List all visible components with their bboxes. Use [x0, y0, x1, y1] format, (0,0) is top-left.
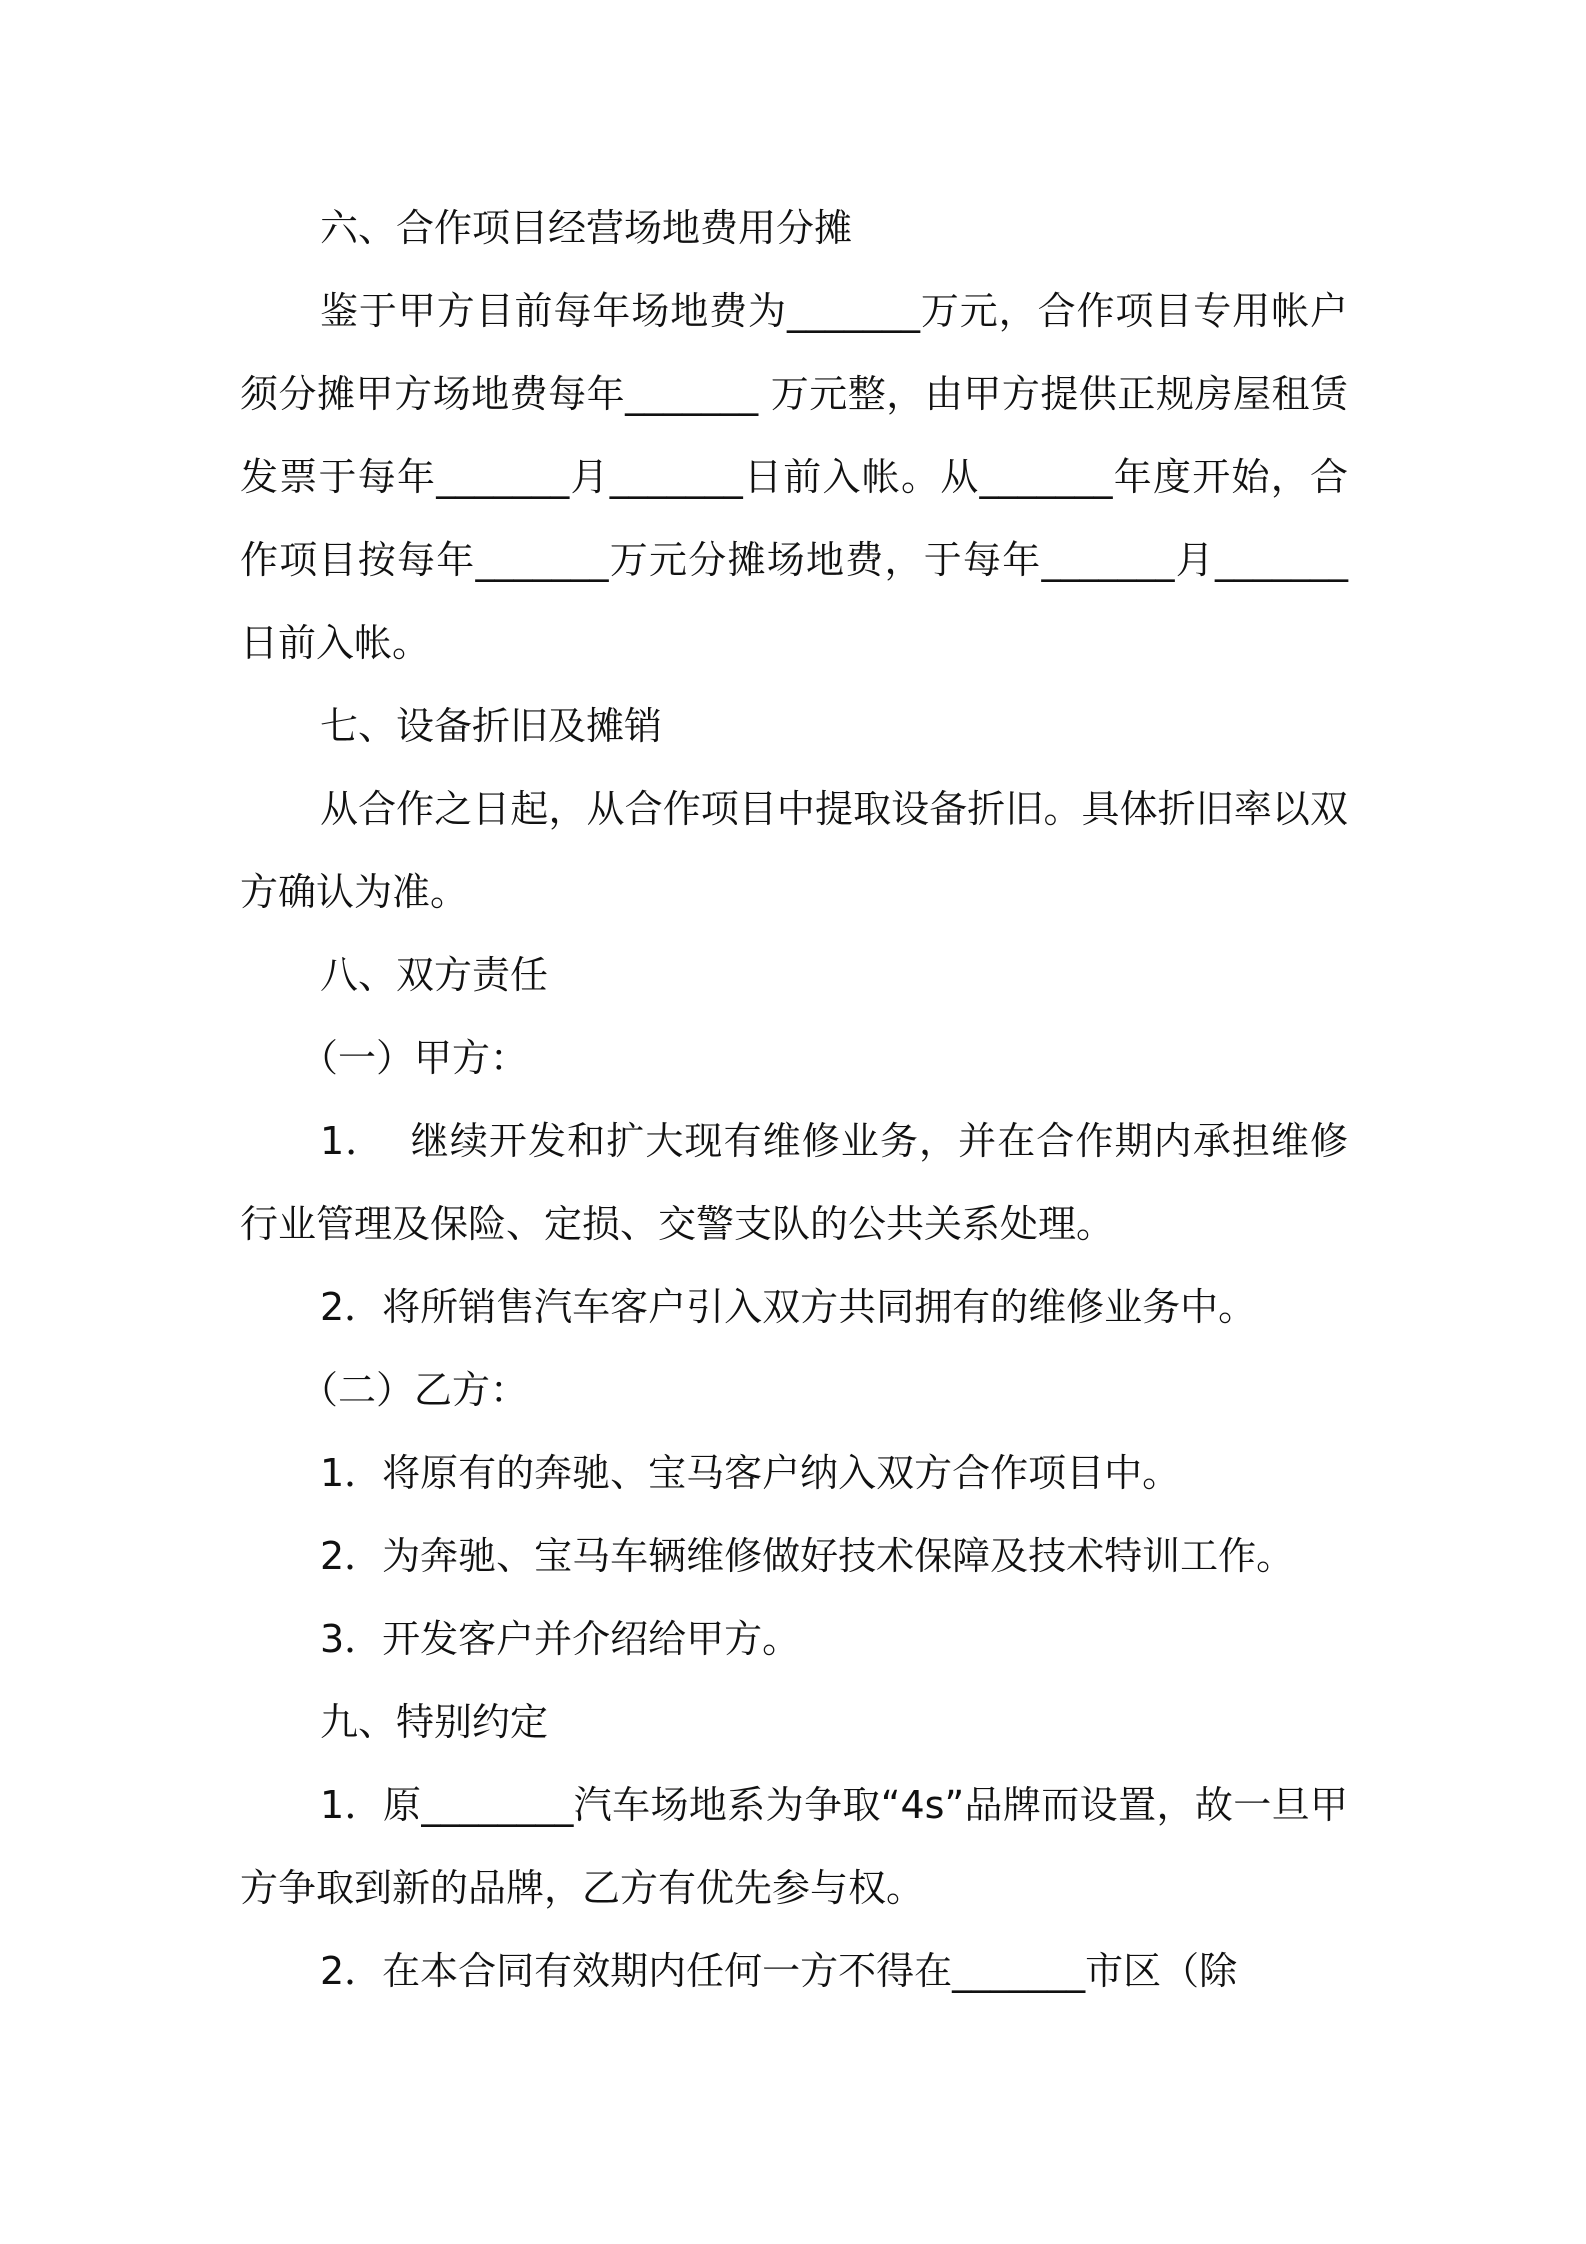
subsection-party-a: （一）甲方：: [300, 1036, 529, 1080]
section-heading-7: 七、设备折旧及摊销: [320, 704, 663, 748]
list-item: 1． 继续开发和扩大现有维修业务，并在合作期内承担维修行业管理及保险、定损、交警支队的公共关系处理。: [240, 1119, 1348, 1246]
list-item: 1．将原有的奔驰、宝马客户纳入双方合作项目中。: [320, 1451, 1181, 1495]
section-heading-8: 八、双方责任: [320, 953, 549, 997]
list-item: 1．原________汽车场地系为争取“4s”品牌而设置，故一旦甲方争取到新的品牌，乙方有优先参与权。: [240, 1783, 1348, 1910]
document-body: [240, 187, 1348, 2013]
paragraph-site-fee: 鉴于甲方目前每年场地费为_______万元，合作项目专用帐户须分摊甲方场地费每年_______ 万元整，由甲方提供正规房屋租赁发票于每年_______月_______日前入帐。从_______年度开始，合作项目按每年_______万元分摊场地费，于每年_______月_______日前入帐。: [240, 289, 1348, 665]
list-item: 2．在本合同有效期内任何一方不得在_______市区（除: [320, 1949, 1238, 1993]
list-item: 2．将所销售汽车客户引入双方共同拥有的维修业务中。: [320, 1285, 1257, 1329]
section-heading-6: 六、合作项目经营场地费用分摊: [320, 206, 853, 250]
paragraph-depreciation: 从合作之日起，从合作项目中提取设备折旧。具体折旧率以双方确认为准。: [240, 787, 1348, 914]
list-item: 2．为奔驰、宝马车辆维修做好技术保障及技术特训工作。: [320, 1534, 1295, 1578]
section-heading-9: 九、特别约定: [320, 1700, 549, 1744]
subsection-party-b: （二）乙方：: [300, 1368, 529, 1412]
list-item: 3．开发客户并介绍给甲方。: [320, 1617, 801, 1661]
